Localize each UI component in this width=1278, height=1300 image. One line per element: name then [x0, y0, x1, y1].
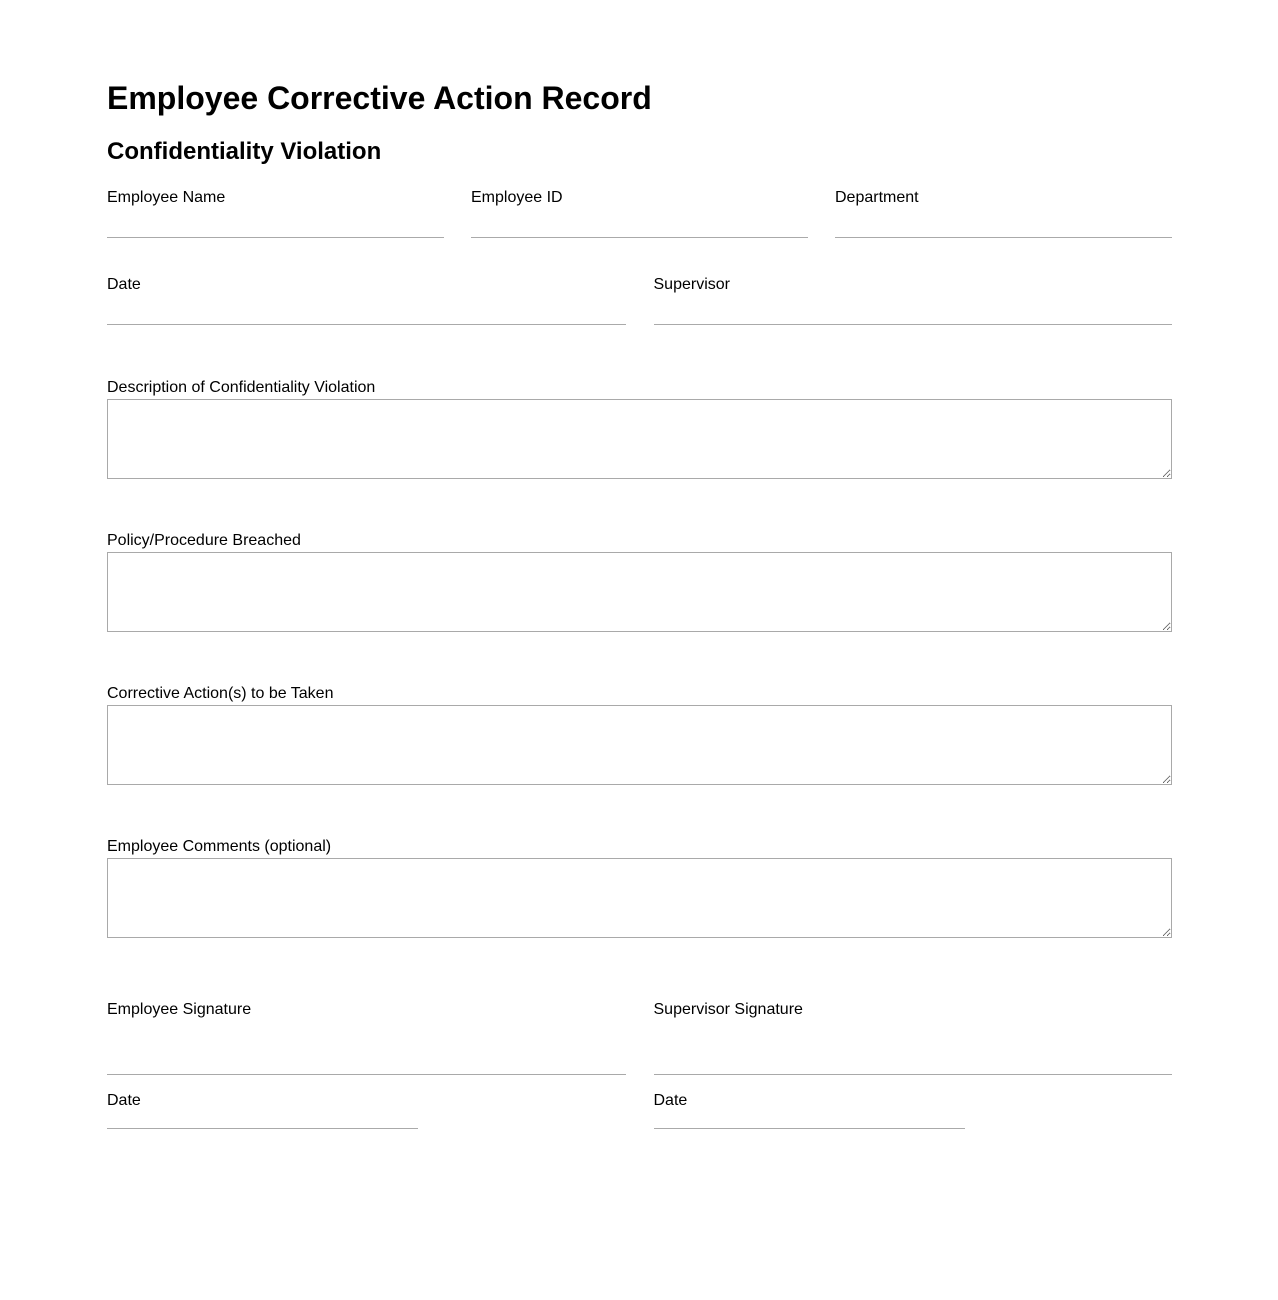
employee-signature-date-input[interactable] [107, 1111, 418, 1129]
identity-row [107, 188, 1172, 238]
employee-name-label: Employee Name [107, 189, 226, 206]
employee-signature-date-label: Date [107, 1092, 141, 1109]
supervisor-signature-date-label: Date [653, 1092, 688, 1109]
date-supervisor-row [107, 275, 1172, 325]
policy-breached-section [107, 531, 1172, 632]
department-field [835, 188, 1172, 238]
employee-name-input[interactable] [107, 208, 444, 238]
department-label: Department [835, 189, 919, 206]
employee-signature-label: Employee Signature [107, 1001, 252, 1018]
corrective-actions-label: Corrective Action(s) to be Taken [107, 685, 334, 702]
date-input[interactable] [107, 295, 626, 325]
employee-signature-block [107, 1000, 626, 1129]
signature-row [107, 1000, 1172, 1129]
date-label: Date [107, 276, 141, 293]
corrective-actions-textarea[interactable] [107, 705, 1172, 785]
supervisor-field [654, 275, 1173, 325]
description-label: Description of Confidentiality Violation [107, 379, 376, 396]
description-section [107, 378, 1172, 479]
date-field [107, 275, 626, 325]
supervisor-input[interactable] [654, 295, 1173, 325]
form-subtitle: Confidentiality Violation [107, 138, 382, 165]
employee-comments-section [107, 837, 1172, 938]
page-title: Employee Corrective Action Record [107, 80, 652, 116]
description-textarea[interactable] [107, 399, 1172, 479]
supervisor-signature-date-input[interactable] [654, 1111, 965, 1129]
department-input[interactable] [835, 208, 1172, 238]
supervisor-label: Supervisor [653, 276, 730, 293]
employee-signature-area[interactable] [107, 1020, 626, 1075]
supervisor-signature-area[interactable] [654, 1020, 1173, 1075]
policy-breached-label: Policy/Procedure Breached [107, 532, 301, 549]
employee-id-label: Employee ID [471, 189, 563, 206]
policy-breached-textarea[interactable] [107, 552, 1172, 632]
employee-id-input[interactable] [471, 208, 808, 238]
supervisor-signature-label: Supervisor Signature [653, 1001, 803, 1018]
employee-name-field [107, 188, 444, 238]
employee-id-field [471, 188, 808, 238]
supervisor-signature-block [654, 1000, 1173, 1129]
form-container [107, 0, 1172, 1129]
corrective-actions-section [107, 684, 1172, 785]
employee-comments-label: Employee Comments (optional) [107, 838, 332, 855]
employee-comments-textarea[interactable] [107, 858, 1172, 938]
